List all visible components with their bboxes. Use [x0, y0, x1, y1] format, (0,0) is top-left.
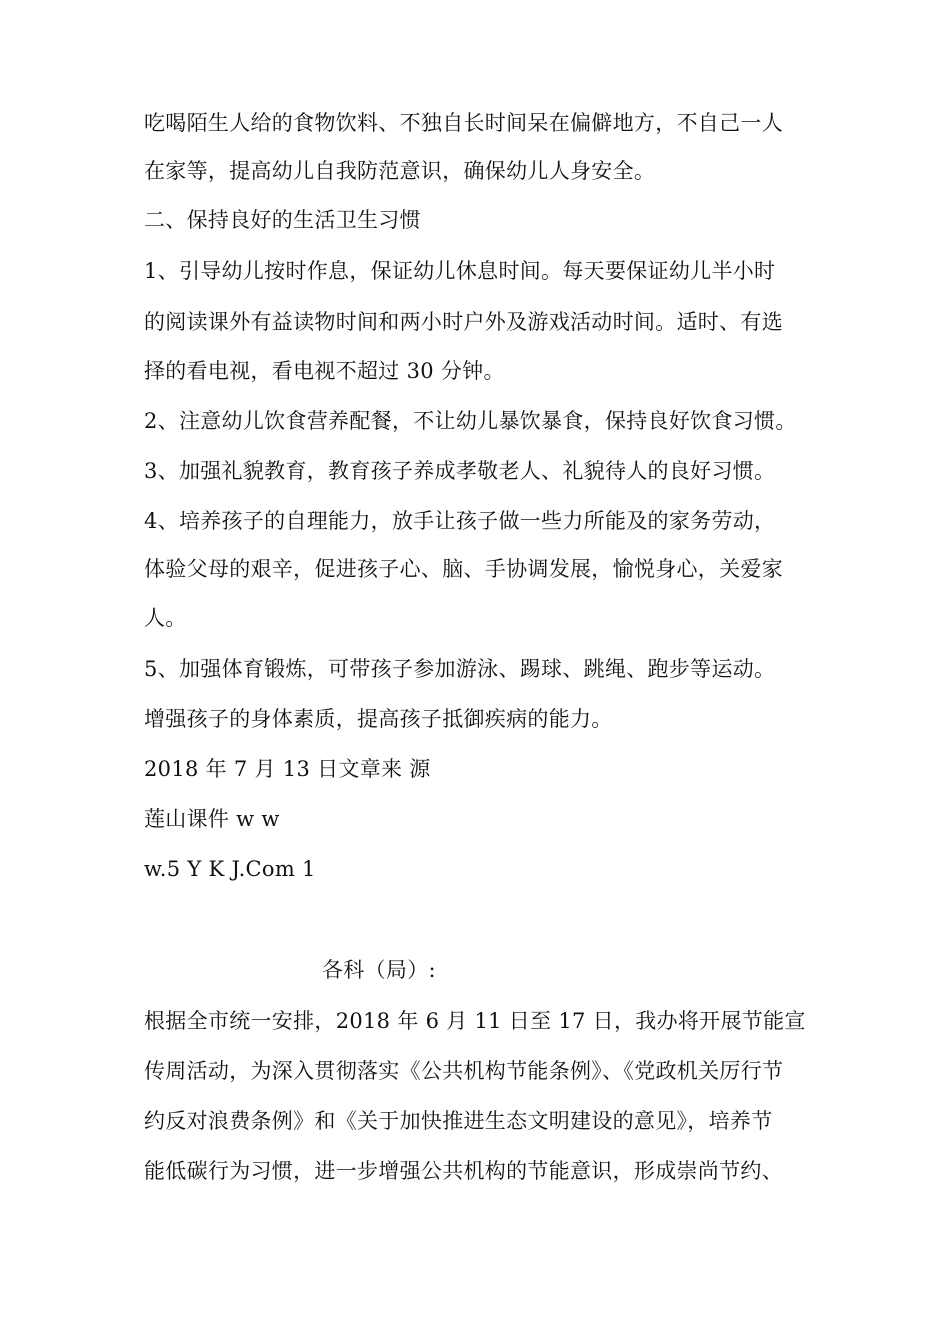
text-line: 的阅读课外有益读物时间和两小时户外及游戏活动时间。适时、有选 — [144, 310, 783, 334]
text-line: 1、引导幼儿按时作息，保证幼儿休息时间。每天要保证幼儿半小时 — [144, 259, 776, 283]
date-source-line: 2018 年 7 月 13 日文章来 源 — [144, 757, 431, 781]
section-heading: 二、保持良好的生活卫生习惯 — [144, 208, 421, 232]
text-line: 在家等，提高幼儿自我防范意识，确保幼儿人身安全。 — [144, 159, 656, 183]
body-line: 能低碳行为习惯，进一步增强公共机构的节能意识，形成崇尚节约、 — [144, 1159, 783, 1183]
text-line: 2、注意幼儿饮食营养配餐，不让幼儿暴饮暴食，保持良好饮食习惯。 — [144, 409, 797, 433]
greeting: 各科（局）: — [322, 958, 436, 982]
text-line: 3、加强礼貌教育，教育孩子养成孝敬老人、礼貌待人的良好习惯。 — [144, 459, 776, 483]
text-line: 人。 — [144, 606, 187, 630]
body-line: 约反对浪费条例》和《关于加快推进生态文明建设的意见》，培养节 — [144, 1109, 773, 1133]
text-line: 吃喝陌生人给的食物饮料、不独自长时间呆在偏僻地方，不自己一人 — [144, 111, 783, 135]
text-line: 增强孩子的身体素质，提高孩子抵御疾病的能力。 — [144, 707, 613, 731]
body-line: 传周活动，为深入贯彻落实《公共机构节能条例》、《党政机关厉行节 — [144, 1059, 784, 1083]
text-line: 5、加强体育锻炼，可带孩子参加游泳、踢球、跳绳、跑步等运动。 — [144, 657, 776, 681]
body-line: 根据全市统一安排，2018 年 6 月 11 日至 17 日，我办将开展节能宣 — [144, 1009, 806, 1033]
text-line: 体验父母的艰辛，促进孩子心、脑、手协调发展，愉悦身心，关爱家 — [144, 557, 783, 581]
source-line: 莲山课件 w w — [144, 807, 280, 831]
source-url-line: w.5 Y K J.Com 1 — [144, 857, 316, 881]
text-line: 择的看电视，看电视不超过 30 分钟。 — [144, 359, 505, 383]
text-line: 4、培养孩子的自理能力，放手让孩子做一些力所能及的家务劳动， — [144, 509, 776, 533]
